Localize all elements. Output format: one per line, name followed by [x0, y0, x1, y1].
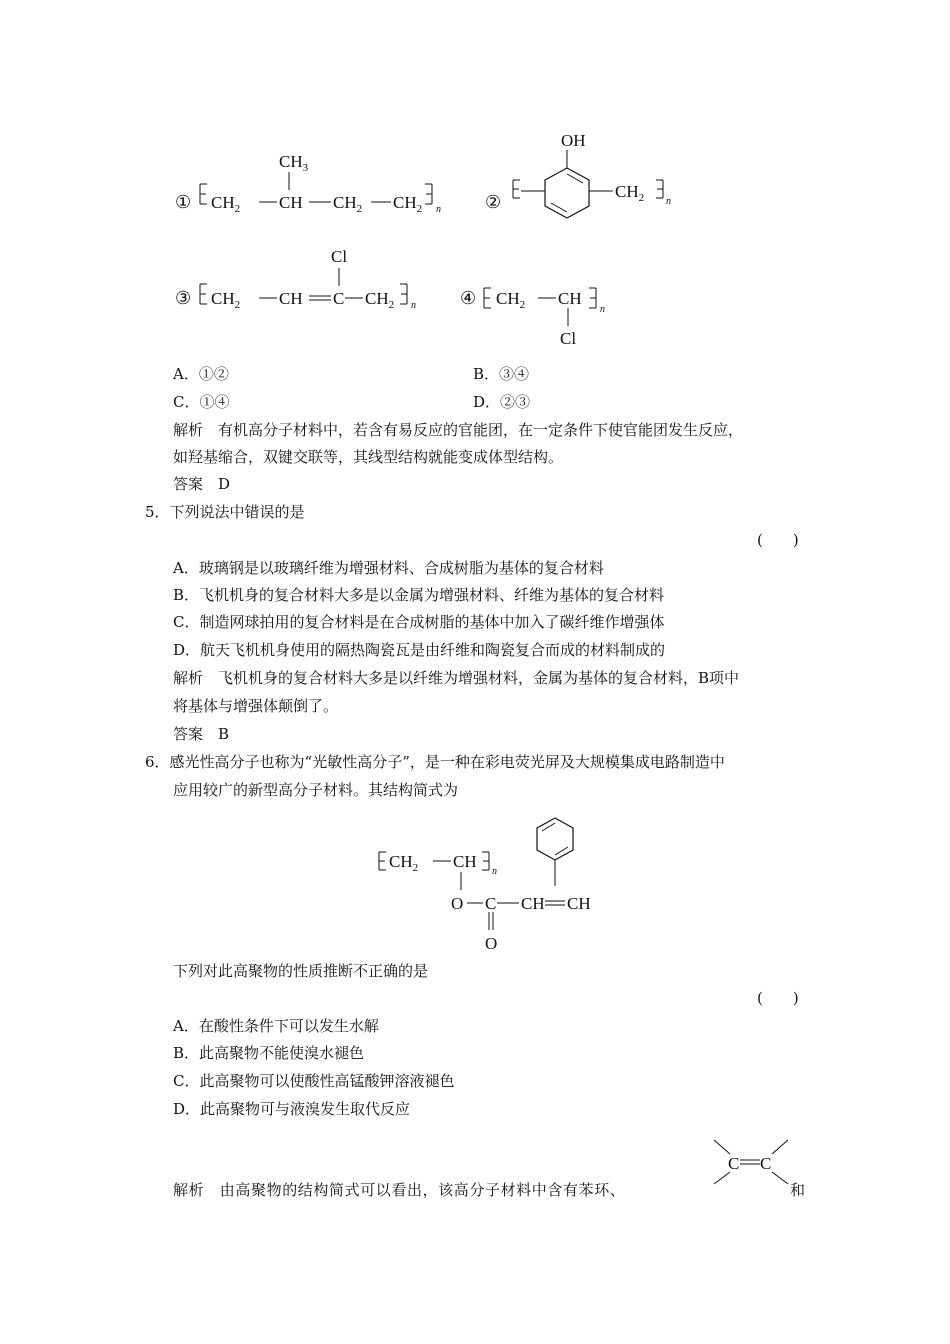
- s1-b: CH: [279, 193, 303, 212]
- q6-option-d[interactable]: D．此高聚物可与液溴发生取代反应: [173, 1100, 411, 1118]
- structure-4: [460, 280, 640, 360]
- q5-answer: 答案 B: [173, 725, 230, 743]
- q5-option-d[interactable]: D．航天飞机机身使用的隔热陶瓷瓦是由纤维和陶瓷复合而成的材料制成的: [173, 641, 666, 659]
- s1-num: ①: [175, 192, 192, 212]
- structure-3: [175, 242, 455, 322]
- q4-option-c[interactable]: C．①④: [173, 393, 230, 411]
- svg-text:CH2: $CH_2$: [333, 193, 363, 215]
- structure-1: [175, 150, 475, 215]
- svg-text:CH2: $CH_2$: [393, 193, 423, 215]
- s2-oh: OH: [561, 131, 586, 150]
- q5-answer-bracket[interactable]: ( ): [757, 531, 799, 549]
- q6-option-b[interactable]: B．此高聚物不能使溴水褪色: [173, 1044, 365, 1062]
- q5-analysis-line2: 将基体与增强体颠倒了。: [173, 697, 339, 715]
- alkene-structure: [708, 1136, 798, 1196]
- svg-text:CH: CH: [567, 894, 591, 913]
- svg-text:C: C: [333, 289, 345, 308]
- svg-text:O: O: [485, 934, 498, 953]
- s1-top: CH: [279, 152, 303, 171]
- svg-text:O: O: [451, 894, 464, 913]
- q6-and: 和: [790, 1181, 806, 1199]
- q4-analysis-line1: 解析 有机高分子材料中，若含有易反应的官能团，在一定条件下使官能团发生反应，: [173, 421, 744, 439]
- svg-text:CH: CH: [279, 289, 303, 308]
- q5-option-c[interactable]: C．制造网球拍用的复合材料是在合成树脂的基体中加入了碳纤维作增强体: [173, 613, 665, 631]
- svg-text:CH2: $CH_2$: [615, 182, 645, 204]
- q4-option-b[interactable]: B．③④: [473, 365, 530, 383]
- svg-text:n: n: [411, 300, 416, 311]
- q6-answer-bracket[interactable]: ( ): [757, 989, 799, 1007]
- s4-bottom: Cl: [560, 329, 577, 348]
- svg-text:n: n: [492, 866, 497, 877]
- q5-analysis-line1: 解析 飞机机身的复合材料大多是以纤维为增强材料，金属为基体的复合材料，B项中: [173, 669, 740, 687]
- q6-option-a[interactable]: A．在酸性条件下可以发生水解: [173, 1017, 379, 1035]
- svg-text:CH2: $CH_2$: [365, 289, 395, 311]
- q6-option-c[interactable]: C．此高聚物可以使酸性高锰酸钾溶液褪色: [173, 1072, 455, 1090]
- s2-num: ②: [485, 192, 502, 212]
- svg-text:CH: CH: [558, 289, 582, 308]
- q4-analysis-line2: 如羟基缩合，双键交联等，其线型结构就能变成体型结构。: [173, 448, 564, 466]
- svg-text:CH: CH: [521, 894, 545, 913]
- svg-text:C: C: [485, 894, 497, 913]
- q6-analysis: 解析 由高聚物的结构简式可以看出，该高分子材料中含有苯环、: [173, 1181, 626, 1199]
- q6-prompt: 下列对此高聚物的性质推断不正确的是: [173, 962, 429, 980]
- q5-option-a[interactable]: A．玻璃钢是以玻璃纤维为增强材料、合成树脂为基体的复合材料: [173, 559, 604, 577]
- s3-top: Cl: [331, 247, 348, 266]
- svg-text:C: C: [728, 1154, 740, 1173]
- svg-text:n: n: [600, 304, 605, 315]
- s3-num: ③: [175, 288, 192, 308]
- svg-text:CH2: $CH_2$: [211, 193, 241, 215]
- svg-text:n: n: [666, 196, 671, 207]
- s4-num: ④: [460, 288, 477, 308]
- structure-2: [485, 128, 685, 238]
- s1-a: CH: [211, 193, 235, 212]
- q4-option-a[interactable]: A．①②: [173, 365, 229, 383]
- q4-option-d[interactable]: D．②③: [473, 393, 531, 411]
- svg-text:CH2: $CH_2$: [211, 289, 241, 311]
- svg-text:CH2: $CH_2$: [496, 289, 526, 311]
- svg-text:CH: CH: [453, 852, 477, 871]
- svg-text:CH3: $CH_3$: [279, 152, 309, 174]
- q5-option-b[interactable]: B．飞机机身的复合材料大多是以金属为增强材料、纤维为基体的复合材料: [173, 586, 665, 604]
- q6-stem-line2: 应用较广的新型高分子材料。其结构简式为: [173, 781, 459, 799]
- svg-text:CH2: $CH_2$: [389, 852, 419, 874]
- q5-stem: 5．下列说法中错误的是: [145, 503, 305, 521]
- svg-text:C: C: [760, 1154, 772, 1173]
- svg-text:n: n: [436, 204, 441, 215]
- structure-q6: [375, 808, 615, 958]
- q6-stem-line1: 6．感光性高分子也称为“光敏性高分子”，是一种在彩电荧光屏及大规模集成电路制造中: [145, 753, 725, 771]
- q4-answer: 答案 D: [173, 475, 231, 493]
